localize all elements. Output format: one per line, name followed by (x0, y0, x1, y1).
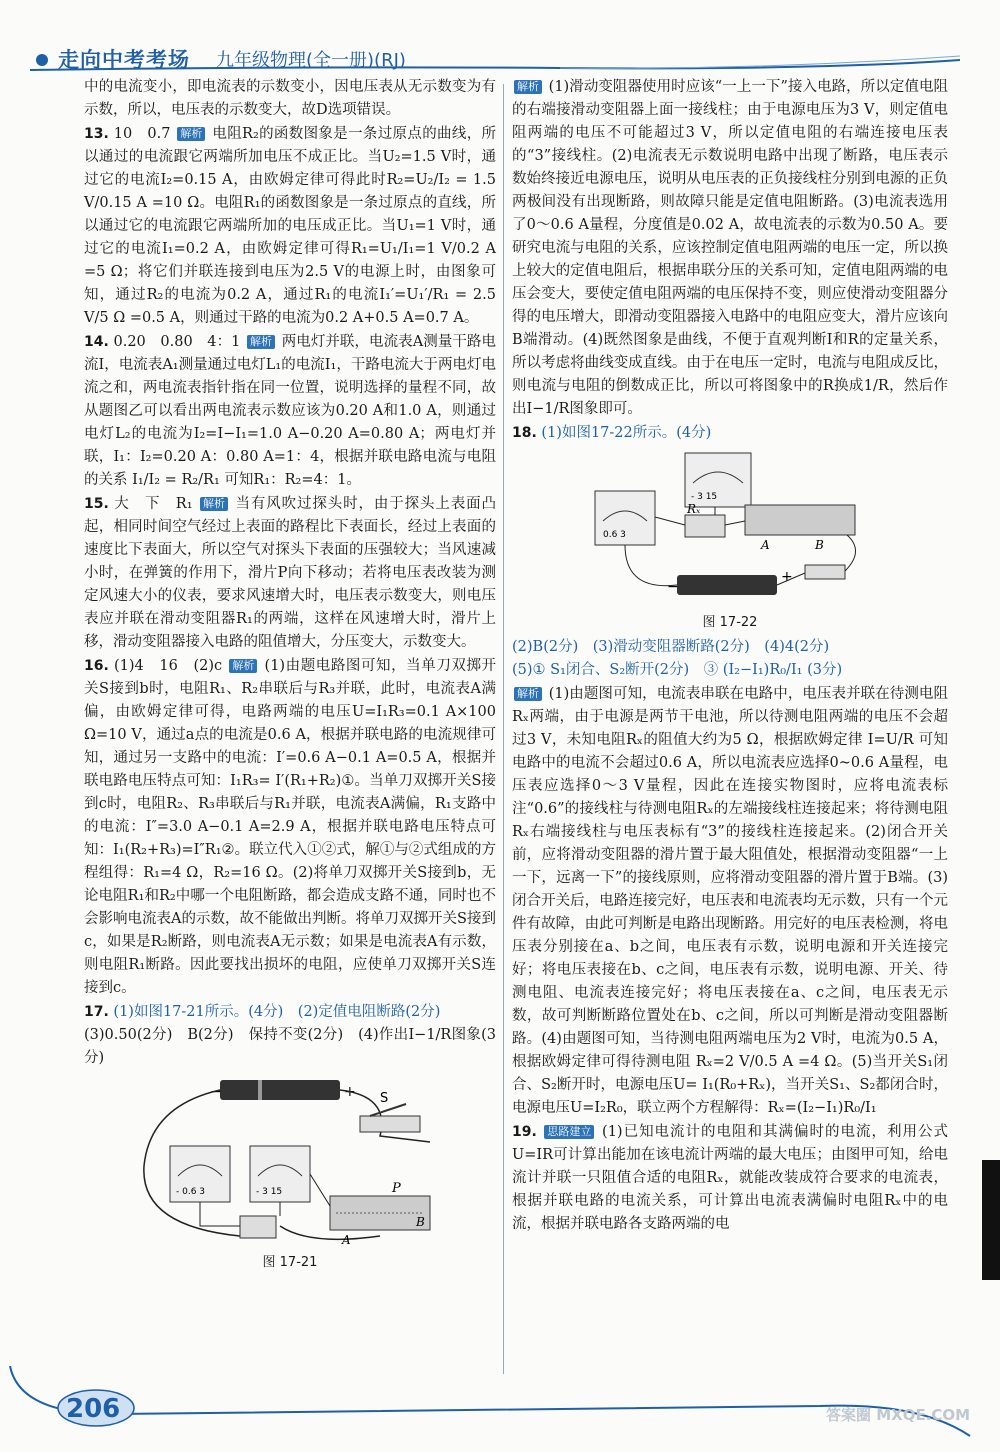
answer-part-1: (1)如图17-21所示。(4分) (2)定值电阻断路(2分) (113, 1004, 441, 1020)
question-number: 15. (84, 496, 109, 512)
terminal-b-label: B (815, 538, 824, 552)
answer: 大 下 R₁ (114, 496, 193, 512)
analysis-text: (1)滑动变阻器使用时应该“一上一下”接入电路，所以定值电阻的右端接滑动变阻器上面一接线柱；由于电源电压为3 V，则定值电阻两端的电压不可能超过3 V，所以定值电阻的右端连接电压表的“3”接线柱。(2)电流表无示数说明电路中出现了断路，电压表示数始终接近电源电压，说明从电压表的正负接线柱分别到电源的正负两极间没有出现断路，则故障只能是定值电阻断路。(3)电流表选用了0～0.6 A量程，分度值是0.02 A，故电流表的示数为0.50 A。要研究电流与电阻的关系，应该控制定值电阻两端的电压一定，所以换上较大的定值电阻后，根据串联分压的关系可知，定值电阻两端的电压会变大，要使定值电阻两端的电压保持不变，则应使滑动变阻器分得的电压增大，即滑动变阻器接入电路中的电阻应变大，滑片应该向B端滑动。(4)既然图象是曲线，不便于直观判断I和R的定量关系，所以考虑将曲线变成直线。由于在电压一定时，电流与电阻成反比，则电流与电阻的倒数成正比，所以可将图象中的R换成1/R，然后作出I−1/R图象即可。 (512, 79, 948, 417)
book-title: 走向中考考场 (58, 48, 190, 72)
analysis-text: (1)由题电路图可知，当单刀双掷开关S接到b时，电阻R₁、R₂串联后与R₃并联，此时，电流表A满偏，由欧姆定律可得，电路两端的电压U=I₁R₃=0.1 A×100 Ω=10 V，通过a点的电流是0.6 A，根据并联电路的电流规律可知，通过另一支路中的电流：I′=0.6 A−0.1 A=0.5 A，根据并联电路电压特点可知：I₁R₃= I′(R₁+R₂)①。当单刀双掷开关S接到c时，电阻R₂、R₃串联后与R₁并联，电流表A满偏，R₁支路中的电流：I″=3.0 A−0.1 A=2.9 A，根据并联电路电压特点可知：I₁(R₂+R₃)=I″R₁②。联立代入①②式，解①与②式组成的方程组得：R₁=4 Ω，R₂=16 Ω。(2)将单刀双掷开关S接到b，无论电阻R₁和R₂中哪一个电阻断路，都会造成支路不通，同时也不会影响电流表A的示数，故不能做出判断。将单刀双掷开关S接到c，如果是R₂断路，则电流表A无示数；如果是电流表A有示数，则电阻R₁断路。因此要找出损坏的电阻，应使单刀双掷开关S连接到c。 (84, 658, 497, 996)
question-19 (512, 1121, 948, 1236)
terminal-a-label: A (761, 538, 770, 552)
question-number: 16. (84, 658, 109, 674)
battery-icon (677, 575, 777, 595)
figure-17-21 (125, 1076, 455, 1274)
switch-icon (360, 1116, 420, 1132)
figure-caption: 图 17-21 (262, 1255, 318, 1270)
voltmeter-scale: - 3 15 (691, 492, 718, 502)
left-column (84, 76, 496, 1276)
question-15 (84, 493, 496, 654)
question-16 (84, 655, 496, 1000)
circuit-diagram-17-22 (585, 451, 875, 611)
question-number: 19. (512, 1124, 537, 1140)
header-bullet-icon (36, 54, 48, 66)
question-17-analysis (512, 76, 948, 421)
voltmeter-scale: - 3 15 (256, 1187, 283, 1197)
analysis-tag: 解析 (177, 127, 205, 141)
switch-label: S (380, 1091, 389, 1106)
question-18 (512, 422, 948, 445)
analysis-text: 当有风吹过探头时，由于探头上表面凸起，相同时间空气经过上表面的路程比下表面长，经过上表面的速度比下表面大，所以空气对探头下表面的压强较大；当风速减小时，在弹簧的作用下，滑片P向下移动；若将电压表改装为测定风速大小的仪表，要求风速增大时，电压表示数变大，则电压表应并联在滑动变阻器R₁的两端，这样在风速增大时，滑片上移，滑动变阻器接入电路的阻值增大，分压变大，示数变大。 (84, 496, 496, 650)
ammeter-scale: 0.6 3 (603, 530, 626, 540)
question-number: 13. (84, 126, 109, 142)
analysis-tag: 解析 (514, 687, 542, 701)
question-18-answer-5: (5)① S₁闭合、S₂断开(2分) ③ (I₂−I₁)R₀/I₁ (3分) (512, 662, 843, 678)
resistor-label: Rₓ (687, 502, 701, 516)
question-17 (84, 1001, 496, 1024)
question-number: 18. (512, 425, 537, 441)
column-divider (503, 84, 504, 1374)
question-17-continued: (3)0.50(2分) B(2分) 保持不变(2分) (4)作出I−1/R图象(3分) (84, 1027, 496, 1066)
ammeter-scale: - 0.6 3 (176, 1187, 206, 1197)
analysis-tag: 解析 (247, 335, 275, 349)
question-18-analysis (512, 683, 948, 1120)
answer: (1)4 16 (2)c (114, 658, 223, 674)
analysis-text: 两电灯并联，电流表A测量干路电流I，电流表A₁测量通过电灯L₁的电流I₁，干路电流大于两电灯电流之和，两电流表指针指在同一位置，说明选择的量程不同，故从题图乙可以看出两电流表示数应该为0.20 A和1.0 A，则通过电灯L₂的电流为I₂=I−I₁=1.0 A−0.20 A=0.80 A；两电灯并联，I₁：I₂=0.20 A：0.80 A=1：4，根据并联电路电流与电阻的关系 I₁/I₂ = R₂/R₁ 可知R₁：R₂=4：1。 (84, 334, 496, 488)
right-column (512, 76, 948, 1236)
analysis-tag: 解析 (514, 80, 542, 94)
idea-tag: 思路建立 (544, 1125, 594, 1139)
continued-text: 中的电流变小，即电流表的示数变小，因电压表从无示数变为有示数，所以，电压表的示数变大，故D选项错误。 (84, 79, 496, 118)
svg-text:+: + (344, 1084, 356, 1100)
chapter-tab (982, 1160, 1000, 1280)
idea-text: (1)已知电流计的电阻和其满偏时的电流，利用公式U=IR可计算出能加在该电流计两端的最大电压；由图甲可知，给电流计并联一只阻值合适的电阻Rₓ，就能改装成符合要求的电流表，根据并联电路的电流关系，可计算出电流表满偏时电阻Rₓ中的电流，根据并联电路各支路两端的电 (512, 1124, 948, 1232)
analysis-text: (1)由题图可知，电流表串联在电路中，电压表并联在待测电阻Rₓ两端，由于电源是两节干电池，所以待测电阻两端的电压不会超过3 V，未知电阻Rₓ的阻值大约为5 Ω，根据欧姆定律 I=U/R 可知电路中的电流不会超过0.6 A，所以电流表应选择0~0.6 A量程，电压表应选择0～3 V量程，因此在连接实物图时，应将电流表标注“0.6”的接线柱与待测电阻Rₓ的左端接线柱连接起来；将待测电阻Rₓ右端接线柱与电压表标有“3”的接线柱连接起来。(2)闭合开关前，应将滑动变阻器的滑片置于最大阻值处，根据滑动变阻器“一上一下，远离一下”的接线原则，应将滑动变阻器的滑片置于B端。(3)闭合开关后，电路连接完好，电压表和电流表均无示数，只有一个元件有故障，由此可判断是电路出现断路。用完好的电压表检测，将电压表分别接在a、b之间，电压表有示数，说明电源和开关连接完好；将电压表接在b、c之间，电压表有示数，说明电源、开关、待测电阻、电流表连接完好；将电压表接在a、c之间，电压表无示数，故可判断断路位置处在b、c之间，所以可判断是滑动变阻器断路。(4)由题图可知，当待测电阻两端电压为2 V时，电流为0.5 A，根据欧姆定律可得待测电阻 Rₓ=2 V/0.5 A =4 Ω。(5)当开关S₁闭合、S₂断开时，电源电压U= I₁(R₀+Rₓ)，当开关S₁、S₂都闭合时，电源电压U=I₂R₀，联立两个方程解得：Rₓ=(I₂−I₁)R₀/I₁ (512, 686, 948, 1116)
analysis-tag: 解析 (200, 497, 228, 511)
question-18-answers-2-4: (2)B(2分) (3)滑动变阻器断路(2分) (4)4(2分) (512, 639, 830, 655)
page-header (0, 0, 1000, 80)
analysis-tag: 解析 (229, 659, 257, 673)
watermark: 答案圈 MXQE.COM (826, 1406, 971, 1424)
book-subtitle: 九年级物理(全一册)(RJ) (216, 50, 406, 71)
figure-17-22 (580, 451, 880, 634)
switch-icon (805, 565, 845, 579)
question-13 (84, 123, 496, 330)
answer: 10 0.7 (113, 126, 171, 142)
question-number: 17. (84, 1004, 109, 1020)
analysis-text: 电阻R₂的函数图象是一条过原点的曲线，所以通过的电流跟它两端所加电压不成正比。当U₂=1.5 V时，通过它的电流I₂=0.15 A，由欧姆定律可得此时R₂=U₂/I₂ = 1.5 V/0.15 A =10 Ω。电阻R₁的函数图象是一条过原点的直线，所以通过它的电流跟它两端所加的电压成正比。当U₁=1 V时，通过它的电流I₁=0.2 A，由欧姆定律可得R₁=U₁/I₁=1 V/0.2 A =5 Ω；将它们并联连接到电压为2.5 V的电源上时，由图象可知，通过R₂的电流为0.2 A，通过R₁的电流I₁′=U₁′/R₁ = 2.5 V/5 Ω =0.5 A，则通过干路的电流为0.2 A+0.5 A=0.7 A。 (84, 126, 497, 326)
resistor-icon (685, 515, 725, 537)
page-number: 206 (66, 1394, 121, 1424)
answer: 0.20 0.80 4：1 (113, 334, 241, 350)
resistor-icon (240, 1216, 276, 1238)
rheostat-icon (745, 505, 855, 535)
question-number: 14. (84, 334, 109, 350)
answer-part-1: (1)如图17-22所示。(4分) (541, 425, 712, 441)
question-14 (84, 331, 496, 492)
terminal-b-label: B (416, 1215, 425, 1229)
svg-text:−: − (210, 1084, 222, 1100)
battery-icon (220, 1080, 340, 1100)
terminal-a-label: A (342, 1233, 351, 1247)
figure-caption: 图 17-22 (702, 615, 758, 630)
svg-text:−: − (667, 579, 679, 595)
slider-label: P (392, 1181, 401, 1196)
svg-text:+: + (781, 569, 793, 585)
circuit-diagram-17-21 (130, 1076, 450, 1251)
